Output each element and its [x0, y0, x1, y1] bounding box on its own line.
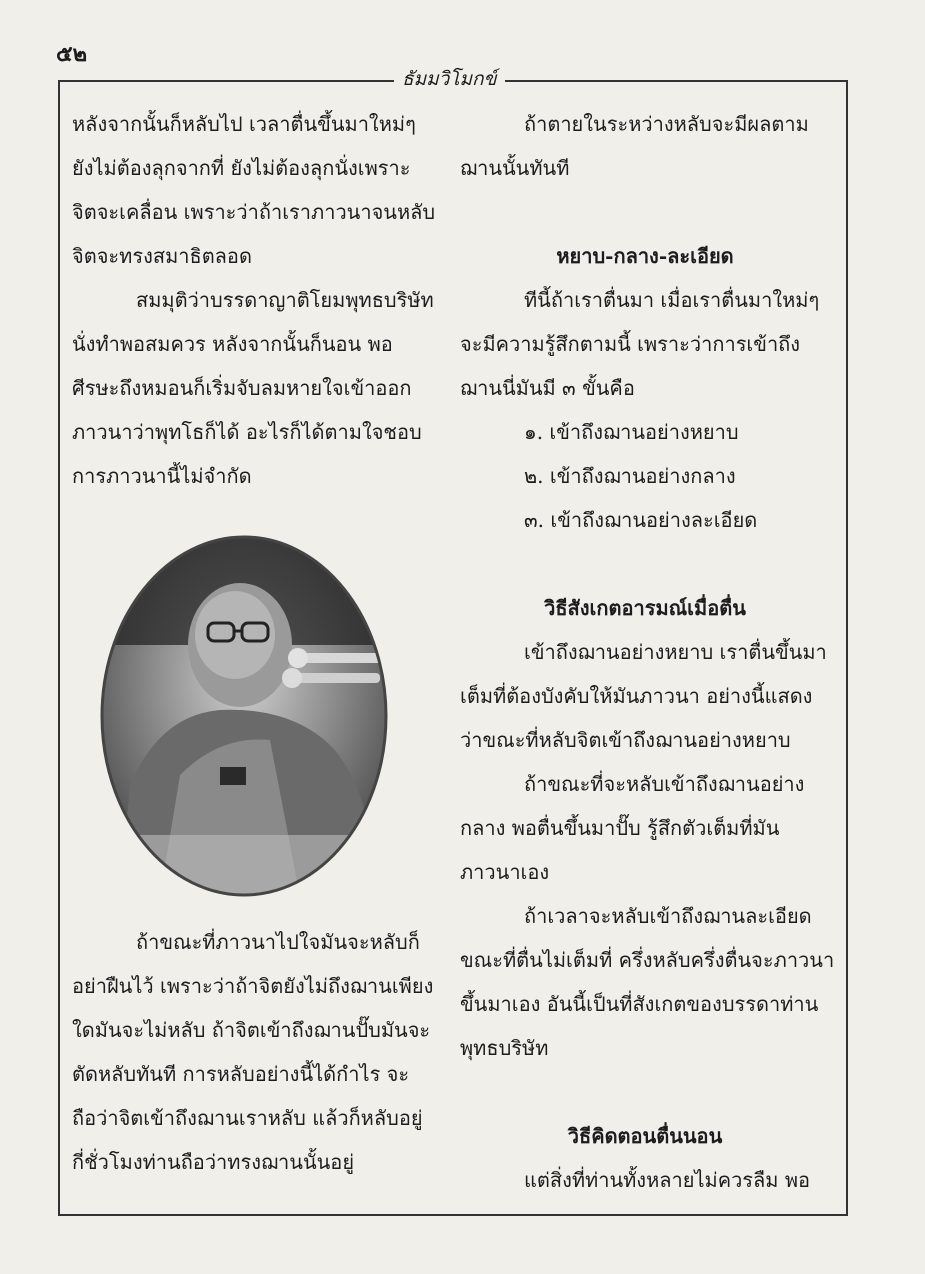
text-line: ภาวนาเอง: [460, 860, 550, 884]
page-number: ๕๒: [56, 41, 88, 67]
text-line: ตัดหลับทันที การหลับอย่างนี้ได้กำไร จะ: [72, 1062, 410, 1086]
left-column-bottom: [72, 920, 432, 1184]
text-line: การภาวนานี้ไม่จำกัด: [72, 464, 252, 488]
text-line: นั่งทำพอสมควร หลังจากนั้นก็นอน พอ: [72, 332, 393, 356]
text-line: จิตจะทรงสมาธิตลอด: [72, 244, 252, 268]
text-line: ศีรษะถึงหมอนก็เริ่มจับลมหายใจเข้าออก: [72, 376, 412, 400]
text-line: ทีนี้ถ้าเราตื่นมา เมื่อเราตื่นมาใหม่ๆ: [524, 288, 820, 312]
running-title: ธัมมวิโมกข์: [394, 64, 505, 94]
text-line: ฌานนั้นทันที: [460, 156, 570, 180]
text-line: พุทธบริษัท: [460, 1036, 549, 1060]
text-line: ขณะที่ตื่นไม่เต็มที่ ครึ่งหลับครึ่งตื่นจะภาวนา: [460, 948, 835, 972]
text-line: อย่าฝืนไว้ เพราะว่าถ้าจิตยังไม่ถึงฌานเพียง: [72, 974, 434, 998]
monk-portrait-photo: [100, 535, 388, 897]
text-line: หลังจากนั้นก็หลับไป เวลาตื่นขึ้นมาใหม่ๆ: [72, 112, 416, 136]
text-line: สมมุติว่าบรรดาญาติโยมพุทธบริษัท: [136, 288, 434, 312]
text-line: เต็มที่ต้องบังคับให้มันภาวนา อย่างนี้แสดง: [460, 684, 813, 708]
list-item: ๓. เข้าถึงฌานอย่างละเอียด: [524, 508, 758, 532]
section-heading: หยาบ-กลาง-ละเอียด: [556, 244, 734, 268]
section-heading: วิธีสังเกตอารมณ์เมื่อตื่น: [544, 596, 746, 620]
text-line: กลาง พอตื่นขึ้นมาปั๊บ รู้สึกตัวเต็มที่มัน: [460, 816, 780, 840]
text-line: จิตจะเคลื่อน เพราะว่าถ้าเราภาวนาจนหลับ: [72, 200, 436, 224]
text-line: ขึ้นมาเอง อันนี้เป็นที่สังเกตของบรรดาท่าน: [460, 992, 819, 1016]
text-line: แต่สิ่งที่ท่านทั้งหลายไม่ควรลืม พอ: [524, 1168, 811, 1192]
text-line: จะมีความรู้สึกตามนี้ เพราะว่าการเข้าถึง: [460, 332, 801, 356]
text-line: ถ้าตายในระหว่างหลับจะมีผลตาม: [524, 112, 809, 136]
text-line: ถ้าขณะที่จะหลับเข้าถึงฌานอย่าง: [524, 772, 805, 796]
text-line: ใดมันจะไม่หลับ ถ้าจิตเข้าถึงฌานปั๊บมันจะ: [72, 1018, 431, 1042]
text-line: ถ้าขณะที่ภาวนาไปใจมันจะหลับก็: [136, 930, 420, 954]
list-item: ๒. เข้าถึงฌานอย่างกลาง: [524, 464, 736, 488]
text-line: ว่าขณะที่หลับจิตเข้าถึงฌานอย่างหยาบ: [460, 728, 791, 752]
text-line: ภาวนาว่าพุทโธก็ได้ อะไรก็ได้ตามใจชอบ: [72, 420, 422, 444]
text-line: ถือว่าจิตเข้าถึงฌานเราหลับ แล้วก็หลับอยู่: [72, 1106, 423, 1130]
right-column: [460, 102, 835, 1202]
text-line: ฌานนี่มันมี ๓ ขั้นคือ: [460, 376, 635, 400]
text-line: เข้าถึงฌานอย่างหยาบ เราตื่นขึ้นมา: [524, 640, 827, 664]
text-line: ถ้าเวลาจะหลับเข้าถึงฌานละเอียด: [524, 904, 812, 928]
section-heading: วิธีคิดตอนตื่นนอน: [567, 1124, 723, 1148]
left-column-top: [72, 102, 436, 498]
text-line: ยังไม่ต้องลุกจากที่ ยังไม่ต้องลุกนั่งเพราะ: [72, 156, 411, 180]
text-line: กี่ชั่วโมงท่านถือว่าทรงฌานนั้นอยู่: [72, 1150, 355, 1174]
list-item: ๑. เข้าถึงฌานอย่างหยาบ: [524, 420, 739, 444]
